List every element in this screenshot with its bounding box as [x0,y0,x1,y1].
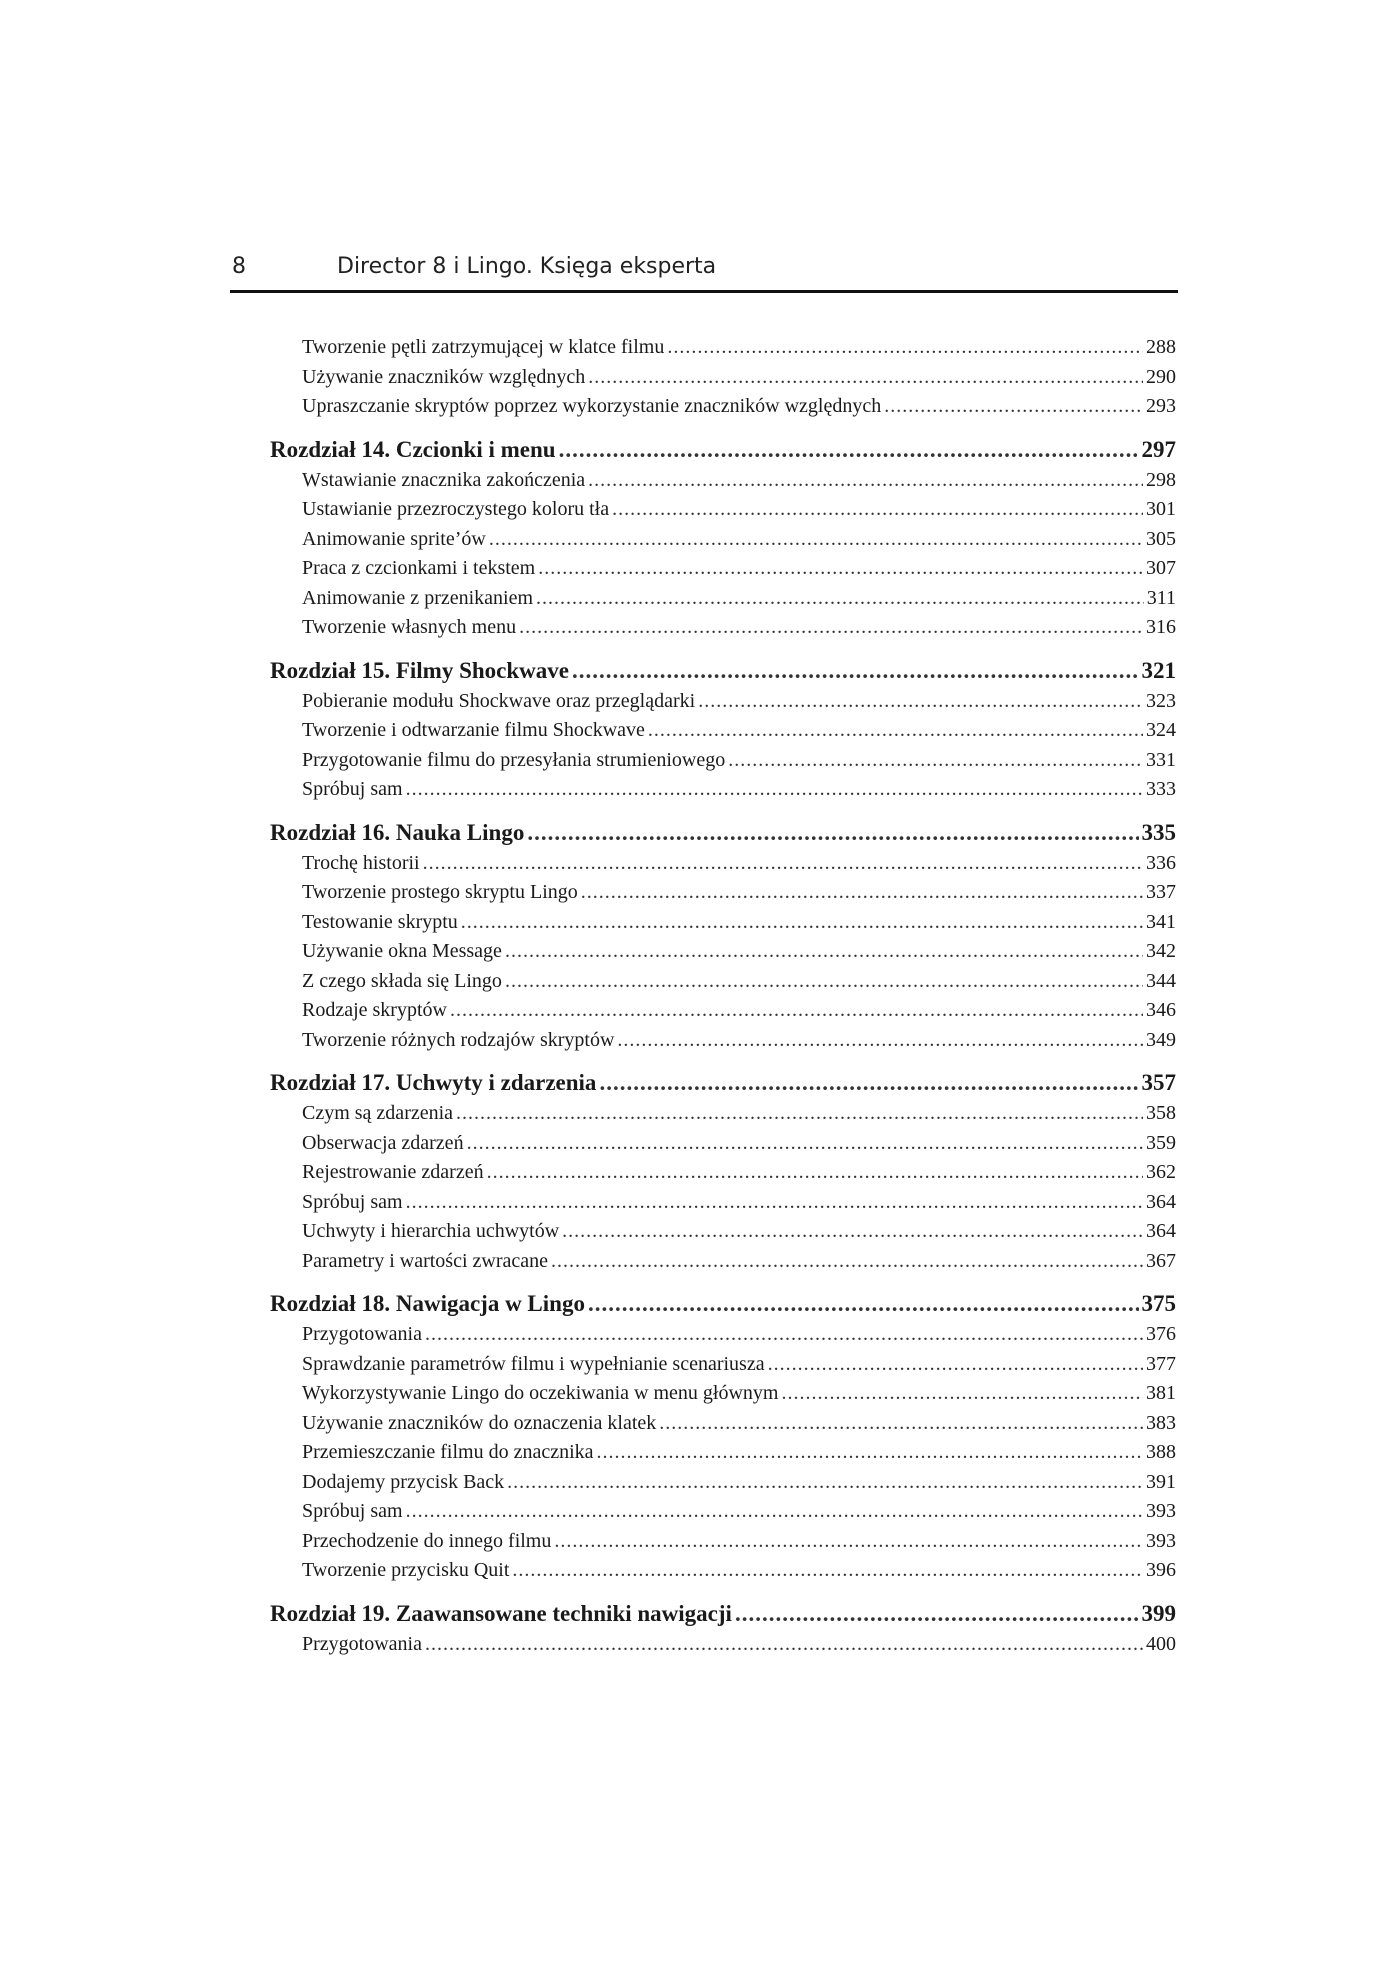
toc-entry [270,746,1176,776]
toc-entry-page: 290 [1146,365,1176,388]
dot-leader [423,849,1143,879]
toc-entry [270,1099,1176,1129]
dot-leader [467,1129,1143,1159]
dot-leader [406,1497,1143,1527]
toc-entry-page: 344 [1146,969,1176,992]
chapter-heading-page: 399 [1141,1600,1176,1626]
dot-leader [406,775,1143,805]
toc-entry [270,1468,1176,1498]
toc-entry-page: 377 [1146,1352,1176,1375]
toc-entry [270,908,1176,938]
toc-entry-title: Dodajemy przycisk Back [302,1470,505,1493]
dot-leader [551,1247,1143,1277]
toc-entry-page: 311 [1146,586,1176,609]
toc-entry-page: 342 [1146,940,1176,962]
dot-leader [597,1438,1143,1468]
dot-leader [768,1350,1143,1380]
table-of-contents [270,333,1176,1659]
dot-leader [512,1556,1143,1586]
dot-leader [538,554,1143,584]
dot-leader [588,363,1143,393]
toc-entry-title: Parametry i wartości zwracane [302,1249,548,1272]
toc-entry-page: 381 [1146,1382,1176,1404]
dot-leader [450,996,1143,1026]
chapter-heading-page: 297 [1141,436,1176,462]
dot-leader [559,434,1139,466]
chapter-heading-title: Rozdział 15. Filmy Shockwave [270,657,569,683]
dot-leader [698,687,1143,717]
toc-entry-title: Wstawianie znacznika zakończenia [302,468,586,491]
toc-entry-title: Przygotowanie filmu do przesyłania strumieniowego [302,748,726,771]
toc-entry-page: 364 [1146,1190,1176,1213]
toc-entry-title: Uchwyty i hierarchia uchwytów [302,1220,560,1242]
dot-leader [527,817,1138,849]
chapter-heading [270,1598,1176,1630]
toc-entry-page: 293 [1146,395,1176,417]
toc-entry-page: 383 [1146,1411,1176,1434]
toc-entry-title: Przygotowania [302,1632,422,1655]
dot-leader [588,1288,1139,1320]
dot-leader [599,1067,1138,1099]
toc-entry [270,1438,1176,1468]
chapter-heading [270,434,1176,466]
toc-entry-title: Upraszczanie skryptów poprzez wykorzystanie znaczników względnych [302,395,882,417]
toc-entry-page: 362 [1146,1161,1176,1183]
chapter-heading [270,1288,1176,1320]
toc-entry [270,466,1176,496]
toc-entry-title: Rejestrowanie zdarzeń [302,1161,484,1183]
chapter-heading-page: 335 [1141,819,1176,845]
toc-entry-page: 301 [1146,498,1176,520]
dot-leader [536,584,1144,614]
dot-leader [519,613,1143,643]
dot-leader [505,937,1143,967]
toc-entry-page: 391 [1146,1470,1176,1493]
book-title: Director 8 i Lingo. Księga eksperta [337,254,717,279]
toc-entry-title: Rodzaje skryptów [302,999,447,1021]
dot-leader [781,1379,1143,1409]
toc-entry-page: 400 [1146,1632,1176,1655]
toc-entry [270,1527,1176,1557]
dot-leader [505,967,1143,997]
toc-entry [270,1026,1176,1056]
toc-entry [270,333,1176,363]
toc-entry [270,1350,1176,1380]
toc-entry [270,878,1176,908]
toc-entry-page: 316 [1146,616,1176,638]
toc-entry-page: 359 [1146,1131,1176,1154]
toc-entry-page: 333 [1146,778,1176,800]
toc-entry [270,613,1176,643]
toc-entry-title: Tworzenie i odtwarzanie filmu Shockwave [302,719,645,741]
toc-entry-title: Wykorzystywanie Lingo do oczekiwania w menu głównym [302,1382,779,1404]
toc-entry [270,687,1176,717]
dot-leader [487,1158,1143,1188]
toc-entry-page: 298 [1146,468,1176,491]
toc-entry [270,1158,1176,1188]
chapter-heading-title: Rozdział 14. Czcionki i menu [270,436,556,462]
toc-entry-page: 396 [1146,1559,1176,1581]
toc-entry-title: Sprawdzanie parametrów filmu i wypełnianie scenariusza [302,1352,765,1375]
toc-entry-title: Czym są zdarzenia [302,1102,454,1124]
chapter-heading [270,655,1176,687]
toc-entry-title: Spróbuj sam [302,1500,403,1522]
chapter-heading-title: Rozdział 19. Zaawansowane techniki nawigacji [270,1600,732,1626]
dot-leader [489,525,1143,555]
toc-entry-title: Spróbuj sam [302,778,403,800]
toc-entry [270,495,1176,525]
toc-entry [270,1188,1176,1218]
toc-entry [270,1556,1176,1586]
toc-entry-title: Tworzenie przycisku Quit [302,1559,510,1581]
toc-entry [270,849,1176,879]
toc-entry-title: Przemieszczanie filmu do znacznika [302,1441,594,1463]
chapter-heading-title: Rozdział 17. Uchwyty i zdarzenia [270,1070,597,1095]
toc-entry [270,996,1176,1026]
toc-entry [270,1320,1176,1350]
toc-entry-title: Obserwacja zdarzeń [302,1131,464,1154]
dot-leader [572,655,1139,687]
chapter-heading-page: 375 [1141,1291,1176,1316]
toc-entry [270,1379,1176,1409]
toc-entry-page: 393 [1146,1500,1176,1522]
toc-entry-title: Spróbuj sam [302,1190,403,1213]
toc-entry-title: Tworzenie różnych rodzajów skryptów [302,1028,615,1051]
toc-entry [270,937,1176,967]
toc-entry-title: Testowanie skryptu [302,910,458,933]
toc-entry [270,1497,1176,1527]
dot-leader [735,1598,1139,1630]
dot-leader [659,1409,1143,1439]
toc-entry-title: Tworzenie prostego skryptu Lingo [302,881,578,903]
toc-entry-page: 341 [1146,910,1176,933]
dot-leader [554,1527,1143,1557]
dot-leader [884,392,1143,422]
toc-entry [270,1247,1176,1277]
toc-entry-page: 324 [1146,719,1176,741]
toc-entry-page: 393 [1146,1529,1176,1552]
chapter-heading [270,1067,1176,1099]
dot-leader [456,1099,1143,1129]
toc-entry-title: Używanie znaczników do oznaczenia klatek [302,1411,657,1434]
chapter-heading-title: Rozdział 16. Nauka Lingo [270,819,525,845]
toc-entry-page: 331 [1146,748,1176,771]
page-header [230,254,1178,293]
toc-entry-page: 346 [1146,999,1176,1021]
dot-leader [612,495,1143,525]
toc-entry-title: Przygotowania [302,1323,422,1345]
toc-entry-title: Ustawianie przezroczystego koloru tła [302,498,610,520]
chapter-heading [270,817,1176,849]
toc-entry-title: Tworzenie pętli zatrzymującej w klatce filmu [302,336,665,358]
toc-entry [270,554,1176,584]
dot-leader [648,716,1143,746]
toc-entry-page: 323 [1146,689,1176,712]
dot-leader [562,1217,1143,1247]
toc-entry [270,525,1176,555]
toc-entry-title: Praca z czcionkami i tekstem [302,557,536,579]
chapter-heading-title: Rozdział 18. Nawigacja w Lingo [270,1291,585,1316]
toc-entry-title: Pobieranie modułu Shockwave oraz przeglądarki [302,689,696,712]
toc-entry-page: 376 [1146,1323,1176,1345]
toc-entry-page: 388 [1146,1441,1176,1463]
dot-leader [461,908,1143,938]
chapter-heading-page: 357 [1141,1070,1176,1095]
dot-leader [667,333,1143,363]
toc-entry-page: 307 [1146,557,1176,579]
toc-entry-page: 364 [1146,1220,1176,1242]
toc-entry [270,363,1176,393]
dot-leader [425,1320,1143,1350]
toc-entry-title: Tworzenie własnych menu [302,616,517,638]
chapter-heading-page: 321 [1141,657,1176,683]
toc-entry [270,1217,1176,1247]
toc-entry-page: 305 [1146,527,1176,550]
toc-entry [270,967,1176,997]
dot-leader [588,466,1143,496]
toc-entry-title: Animowanie z przenikaniem [302,586,534,609]
toc-entry-page: 367 [1146,1249,1176,1272]
dot-leader [728,746,1143,776]
toc-entry-page: 337 [1146,881,1176,903]
toc-entry-title: Używanie okna Message [302,940,502,962]
toc-entry-title: Używanie znaczników względnych [302,365,586,388]
toc-entry-title: Przechodzenie do innego filmu [302,1529,552,1552]
toc-entry-title: Animowanie sprite’ów [302,527,486,550]
dot-leader [617,1026,1143,1056]
dot-leader [507,1468,1143,1498]
dot-leader [581,878,1143,908]
toc-entry [270,584,1176,614]
toc-entry [270,775,1176,805]
toc-entry-page: 358 [1146,1102,1176,1124]
toc-entry [270,1409,1176,1439]
dot-leader [406,1188,1143,1218]
page-number: 8 [232,254,246,279]
toc-entry [270,1129,1176,1159]
toc-entry-page: 288 [1146,336,1176,358]
toc-entry [270,392,1176,422]
toc-entry-title: Z czego składa się Lingo [302,969,502,992]
toc-entry [270,716,1176,746]
toc-entry [270,1630,1176,1660]
toc-entry-page: 336 [1146,851,1176,874]
toc-entry-page: 349 [1146,1028,1176,1051]
toc-entry-title: Trochę historii [302,851,420,874]
dot-leader [425,1630,1143,1660]
